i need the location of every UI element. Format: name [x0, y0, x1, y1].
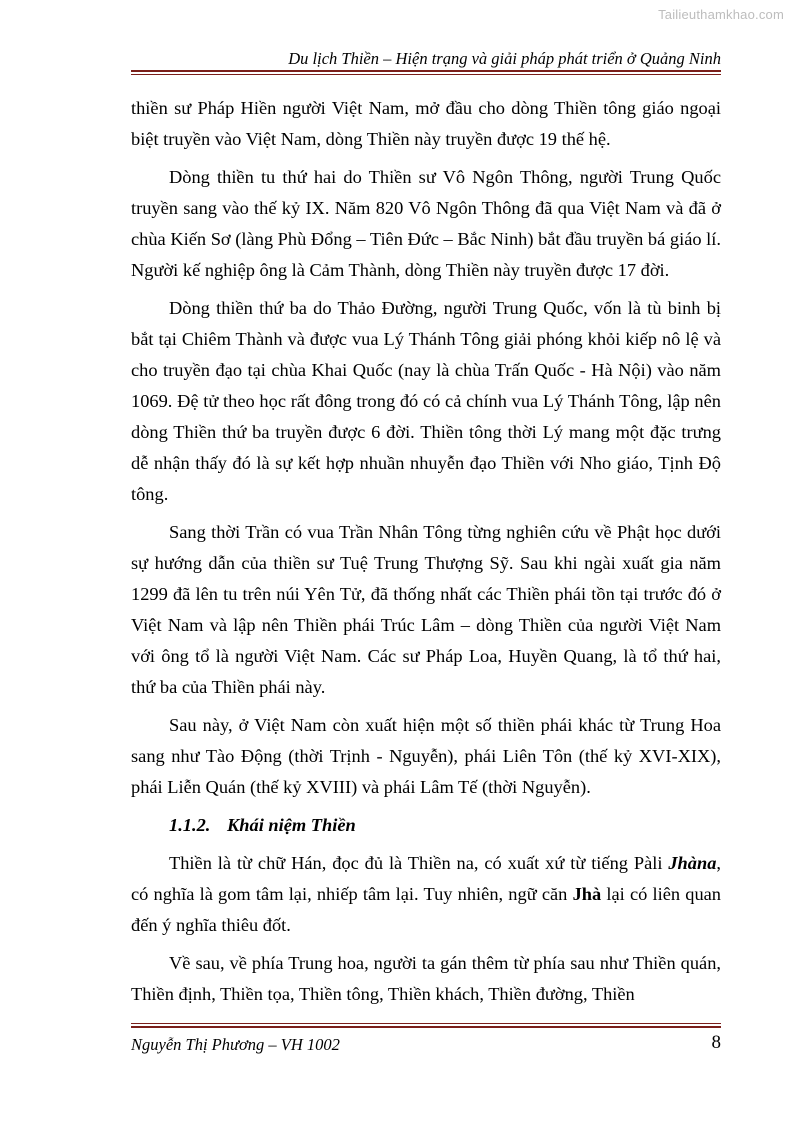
section-number: 1.1.2. — [169, 815, 211, 835]
paragraph-1: thiền sư Pháp Hiền người Việt Nam, mở đầu cho dòng Thiền tông giáo ngoại biệt truyền vào Việt Nam, dòng Thiền này truyền được 19 thế hệ. — [131, 98, 721, 149]
paragraph-6-text-a: Thiền là từ chữ Hán, đọc đủ là Thiền na, có xuất xứ từ tiếng Pàli — [169, 853, 669, 873]
paragraph-6 — [131, 848, 721, 941]
term-jha: Jhà — [572, 884, 602, 904]
paragraph-5: Sau này, ở Việt Nam còn xuất hiện một số thiền phái khác từ Trung Hoa sang như Tào Động (thời Trịnh - Nguyễn), phái Liên Tôn (thế kỷ XVI-XIX), phái Liễn Quán (thế kỷ XVIII) và phái Lâm Tế (thời Nguyễn). — [131, 715, 721, 797]
header-rule-thin — [131, 74, 721, 75]
paragraph-7: Về sau, về phía Trung hoa, người ta gán thêm từ phía sau như Thiền quán, Thiền định, Thiền tọa, Thiền tông, Thiền khách, Thiền đường, Thiền — [131, 953, 721, 1004]
document-body — [131, 93, 721, 1017]
footer-rule-thick — [131, 1026, 721, 1028]
header-rule-thick — [131, 70, 721, 72]
paragraph-6-text-b: , có nghĩa là gom tâm lại, nhiếp tâm lại. Tuy nhiên, ngữ căn — [131, 853, 721, 904]
term-jhana: Jhàna — [668, 853, 717, 873]
footer-rule-thin — [131, 1023, 721, 1024]
paragraph-6-text-c: lại có liên quan đến ý nghĩa thiêu đốt. — [131, 884, 721, 935]
paragraph-3: Dòng thiền thứ ba do Thảo Đường, người Trung Quốc, vốn là tù binh bị bắt tại Chiêm Thành và được vua Lý Thánh Tông giải phóng khỏi kiếp nô lệ và cho truyền đạo tại chùa Khai Quốc (nay là chùa Trấn Quốc - Hà Nội) vào năm 1069. Đệ tử theo học rất đông trong đó có cả chính vua Lý Thánh Tông, lập nên dòng Thiền thứ ba truyền được 6 đời. Thiền tông thời Lý mang một đặc trưng dễ nhận thấy đó là sự kết hợp nhuần nhuyễn đạo Thiền với Nho giáo, Tịnh Độ tông. — [131, 298, 721, 504]
paragraph-2: Dòng thiền tu thứ hai do Thiền sư Vô Ngôn Thông, người Trung Quốc truyền sang vào thế kỷ IX. Năm 820 Vô Ngôn Thông đã qua Việt Nam và đã ở chùa Kiến Sơ (làng Phù Đổng – Tiên Đức – Bắc Ninh) bắt đầu truyền bá giáo lí. Người kế nghiệp ông là Cảm Thành, dòng Thiền này truyền được 17 đời. — [131, 167, 721, 280]
running-header-title: Du lịch Thiền – Hiện trạng và giải pháp phát triển ở Quảng Ninh — [288, 49, 721, 68]
page-number: 8 — [711, 1032, 721, 1053]
footer-author: Nguyễn Thị Phương – VH 1002 — [131, 1035, 340, 1054]
paragraph-4: Sang thời Trần có vua Trần Nhân Tông từng nghiên cứu về Phật học dưới sự hướng dẫn của thiền sư Tuệ Trung Thượng Sỹ. Sau khi ngài xuất gia năm 1299 đã lên tu trên núi Yên Tử, đã thống nhất các Thiền phái tồn tại trước đó ở Việt Nam và lập nên Thiền phái Trúc Lâm – dòng Thiền của người Việt Nam với ông tổ là người Việt Nam. Các sư Pháp Loa, Huyền Quang, là tổ thứ hai, thứ ba của Thiền phái này. — [131, 522, 721, 697]
section-heading — [131, 810, 721, 841]
watermark: Tailieuthamkhao.com — [658, 7, 784, 22]
section-title: Khái niệm Thiền — [227, 815, 356, 835]
